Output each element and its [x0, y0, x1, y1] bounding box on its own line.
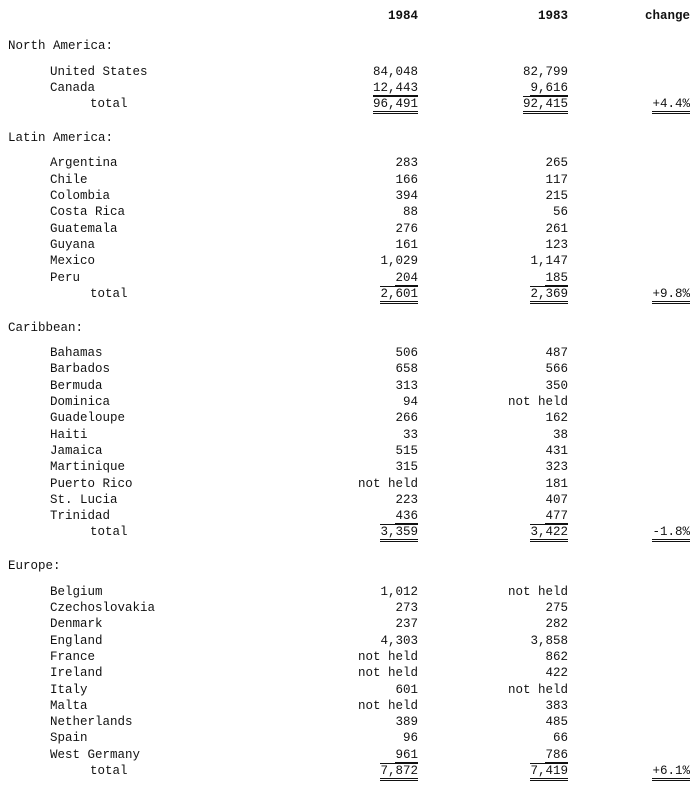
row-value-1984: 283 [395, 156, 418, 171]
row-value-1983: 422 [545, 666, 568, 681]
group-blank-1984 [300, 558, 436, 574]
table-row [0, 253, 698, 269]
row-country-name: Guyana [50, 237, 96, 252]
row-value-1983 [436, 80, 586, 96]
row-value-1984: 313 [395, 378, 418, 393]
total-label: total [90, 525, 128, 540]
row-value-1984: 1,012 [380, 584, 418, 599]
row-value-1983: 350 [545, 378, 568, 393]
spacer-row [0, 114, 698, 130]
spacer-cell [0, 146, 698, 155]
statistics-table [0, 8, 698, 781]
row-country-name: Spain [50, 731, 88, 746]
row-value-1984: 658 [395, 362, 418, 377]
row-value-1983-value: 185 [545, 270, 568, 285]
total-value-1984-value: 7,872 [380, 763, 418, 781]
row-value-change [586, 394, 698, 410]
row-value-1983: 82,799 [522, 64, 568, 79]
row-country-name: Belgium [50, 584, 103, 599]
row-value-1984: 1,029 [380, 254, 418, 269]
row-value-change [586, 443, 698, 459]
table-row [0, 394, 698, 410]
total-value-change [586, 96, 698, 114]
row-value-1984: not held [357, 698, 418, 713]
row-value-1983: 485 [545, 715, 568, 730]
row-value-1984-value: 436 [395, 509, 418, 524]
group-title: Europe: [8, 559, 61, 574]
table-row [0, 747, 698, 763]
group-blank-1983 [436, 38, 586, 54]
group-blank-1984 [300, 320, 436, 336]
row-value-1984-value: 961 [395, 747, 418, 762]
row-value-1983: 56 [552, 205, 568, 220]
total-value-1983-value: 7,419 [530, 763, 568, 781]
total-value-change-value: +9.8% [652, 287, 690, 304]
row-value-1983: 383 [545, 698, 568, 713]
table-row [0, 172, 698, 188]
row-value-1984-value: 204 [395, 270, 418, 285]
total-value-1983 [436, 286, 586, 304]
table-row [0, 600, 698, 616]
row-value-1984: 276 [395, 221, 418, 236]
total-value-1983-value: 3,422 [530, 524, 568, 542]
row-value-change [586, 633, 698, 649]
row-value-change [586, 427, 698, 443]
row-country-name: West Germany [50, 747, 141, 762]
row-country-name: United States [50, 64, 148, 79]
total-label: total [90, 286, 128, 301]
total-value-1983 [436, 96, 586, 114]
row-country-name: Colombia [50, 189, 111, 204]
header-row [0, 8, 698, 38]
row-value-change [586, 410, 698, 426]
total-label: total [90, 97, 128, 112]
group-title: Caribbean: [8, 320, 84, 335]
row-value-change [586, 492, 698, 508]
row-value-1984: not held [357, 666, 418, 681]
row-value-change [586, 600, 698, 616]
row-country-name: Denmark [50, 617, 103, 632]
row-country-name: Bermuda [50, 378, 103, 393]
row-country-name: Guatemala [50, 221, 118, 236]
row-value-1984: 96 [402, 731, 418, 746]
row-value-1984: 161 [395, 237, 418, 252]
table-row [0, 459, 698, 475]
table-row [0, 64, 698, 80]
row-value-1984 [300, 270, 436, 286]
row-value-1984: 506 [395, 346, 418, 361]
table-row [0, 649, 698, 665]
row-value-1984: 166 [395, 172, 418, 187]
total-value-change [586, 763, 698, 781]
row-country-name: Bahamas [50, 346, 103, 361]
table-row [0, 584, 698, 600]
spacer-cell [0, 575, 698, 584]
total-label: total [90, 763, 128, 778]
row-value-1984: 389 [395, 715, 418, 730]
table-row [0, 270, 698, 286]
row-value-1984: not held [357, 649, 418, 664]
table-row [0, 714, 698, 730]
row-value-1984: 394 [395, 189, 418, 204]
group-blank-1983 [436, 320, 586, 336]
row-value-change [586, 584, 698, 600]
row-value-1983: 275 [545, 601, 568, 616]
table-row [0, 345, 698, 361]
total-value-1984 [300, 96, 436, 114]
total-value-change [586, 524, 698, 542]
row-value-change [586, 508, 698, 524]
row-value-1983: 66 [552, 731, 568, 746]
group-title: North America: [8, 39, 114, 54]
row-value-change [586, 714, 698, 730]
table-row [0, 492, 698, 508]
group-title: Latin America: [8, 131, 114, 146]
row-value-1983 [436, 270, 586, 286]
total-row [0, 524, 698, 542]
row-value-1983: 431 [545, 443, 568, 458]
total-value-1983 [436, 763, 586, 781]
total-value-change-value: +6.1% [652, 764, 690, 781]
row-value-1983: 117 [545, 172, 568, 187]
row-value-change [586, 476, 698, 492]
row-value-1984: 515 [395, 443, 418, 458]
table-row [0, 665, 698, 681]
row-country-name: Ireland [50, 666, 103, 681]
table-row [0, 80, 698, 96]
table-row [0, 698, 698, 714]
total-value-1983-value: 92,415 [523, 96, 568, 114]
row-value-1983: 215 [545, 189, 568, 204]
row-country-name: Chile [50, 172, 88, 187]
table-row [0, 410, 698, 426]
row-country-name: Dominica [50, 395, 111, 410]
row-country-name: Martinique [50, 460, 126, 475]
row-country-name: Guadeloupe [50, 411, 126, 426]
table-row [0, 361, 698, 377]
spacer-row [0, 542, 698, 558]
total-row [0, 763, 698, 781]
total-value-1984-value: 3,359 [380, 524, 418, 542]
spacer-row [0, 146, 698, 155]
report-page [0, 8, 698, 809]
row-value-change [586, 80, 698, 96]
row-value-1984: not held [357, 476, 418, 491]
group-header-row [0, 130, 698, 146]
row-value-1983: 181 [545, 476, 568, 491]
total-value-1984-value: 2,601 [380, 286, 418, 304]
total-value-change [586, 286, 698, 304]
total-value-1983 [436, 524, 586, 542]
group-blank-change [586, 558, 698, 574]
row-value-1983: 123 [545, 237, 568, 252]
row-country-name: Trinidad [50, 509, 111, 524]
total-value-change-value: +4.4% [652, 97, 690, 114]
row-value-1983 [436, 747, 586, 763]
row-value-1984: 315 [395, 460, 418, 475]
row-value-1984 [300, 80, 436, 96]
table-row [0, 378, 698, 394]
row-value-change [586, 747, 698, 763]
row-value-1983: 407 [545, 492, 568, 507]
table-row [0, 633, 698, 649]
column-header-1984: 1984 [387, 9, 418, 23]
column-header-1983: 1983 [537, 9, 568, 23]
row-value-change [586, 188, 698, 204]
row-value-change [586, 459, 698, 475]
table-row [0, 476, 698, 492]
row-value-1984: 266 [395, 411, 418, 426]
row-value-1984 [300, 508, 436, 524]
group-header-row [0, 558, 698, 574]
row-value-change [586, 698, 698, 714]
row-country-name: England [50, 633, 103, 648]
row-value-change [586, 345, 698, 361]
total-value-1984 [300, 524, 436, 542]
group-blank-1983 [436, 130, 586, 146]
total-value-1983-value: 2,369 [530, 286, 568, 304]
table-row [0, 682, 698, 698]
row-value-change [586, 665, 698, 681]
table-row [0, 730, 698, 746]
row-value-1983: 862 [545, 649, 568, 664]
group-header-row [0, 320, 698, 336]
row-value-change [586, 155, 698, 171]
group-blank-1983 [436, 558, 586, 574]
row-value-change [586, 221, 698, 237]
row-value-1984: 33 [402, 427, 418, 442]
row-value-change [586, 682, 698, 698]
row-country-name: Barbados [50, 362, 111, 377]
spacer-cell [0, 304, 698, 320]
table-header [0, 8, 698, 38]
spacer-row [0, 304, 698, 320]
row-value-1983: 162 [545, 411, 568, 426]
row-value-1984: 84,048 [372, 64, 418, 79]
row-value-1983: 3,858 [530, 633, 568, 648]
row-country-name: Canada [50, 80, 96, 95]
total-value-change-value: -1.8% [652, 525, 690, 542]
row-country-name: Puerto Rico [50, 476, 133, 491]
table-row [0, 616, 698, 632]
row-value-1983: 261 [545, 221, 568, 236]
row-country-name: France [50, 649, 96, 664]
table-row [0, 204, 698, 220]
row-country-name: Jamaica [50, 443, 103, 458]
row-value-1984: 601 [395, 682, 418, 697]
total-row [0, 286, 698, 304]
table-row [0, 508, 698, 524]
row-country-name: Costa Rica [50, 205, 126, 220]
table-row [0, 237, 698, 253]
row-value-1983: 1,147 [530, 254, 568, 269]
group-blank-change [586, 320, 698, 336]
row-country-name: Peru [50, 270, 81, 285]
row-value-change [586, 378, 698, 394]
row-country-name: Italy [50, 682, 88, 697]
table-row [0, 221, 698, 237]
row-value-1984: 4,303 [380, 633, 418, 648]
spacer-cell [0, 542, 698, 558]
table-row [0, 155, 698, 171]
row-country-name: St. Lucia [50, 492, 118, 507]
row-value-1984: 94 [402, 395, 418, 410]
row-value-1983-value: 786 [545, 747, 568, 762]
group-blank-change [586, 130, 698, 146]
row-value-1983: not held [507, 682, 568, 697]
spacer-cell [0, 55, 698, 64]
row-value-1983-value: 9,616 [530, 80, 568, 95]
row-value-1984: 273 [395, 601, 418, 616]
column-header-change: change [644, 9, 690, 23]
row-value-1983: 38 [552, 427, 568, 442]
spacer-row [0, 336, 698, 345]
row-value-change [586, 730, 698, 746]
row-value-change [586, 361, 698, 377]
row-value-1984: 223 [395, 492, 418, 507]
row-value-1983: 566 [545, 362, 568, 377]
row-value-change [586, 237, 698, 253]
row-value-1983-value: 477 [545, 509, 568, 524]
row-value-1983: not held [507, 395, 568, 410]
total-value-1984-value: 96,491 [373, 96, 418, 114]
spacer-row [0, 55, 698, 64]
row-value-change [586, 253, 698, 269]
row-value-1983: not held [507, 584, 568, 599]
row-value-1983: 323 [545, 460, 568, 475]
group-blank-1984 [300, 130, 436, 146]
row-country-name: Czechoslovakia [50, 601, 156, 616]
row-value-1984-value: 12,443 [372, 80, 418, 95]
row-country-name: Haiti [50, 427, 88, 442]
total-row [0, 96, 698, 114]
row-country-name: Mexico [50, 254, 96, 269]
spacer-row [0, 575, 698, 584]
spacer-cell [0, 336, 698, 345]
row-value-1983: 487 [545, 346, 568, 361]
row-country-name: Malta [50, 698, 88, 713]
spacer-cell [0, 114, 698, 130]
row-value-1984 [300, 747, 436, 763]
table-row [0, 427, 698, 443]
row-value-change [586, 616, 698, 632]
row-value-1983: 282 [545, 617, 568, 632]
total-value-1984 [300, 763, 436, 781]
group-blank-1984 [300, 38, 436, 54]
row-value-1983: 265 [545, 156, 568, 171]
group-header-row [0, 38, 698, 54]
row-country-name: Argentina [50, 156, 118, 171]
row-value-change [586, 204, 698, 220]
table-row [0, 443, 698, 459]
row-value-change [586, 649, 698, 665]
row-value-change [586, 64, 698, 80]
column-header-region [0, 8, 300, 38]
row-value-1984: 88 [402, 205, 418, 220]
row-value-change [586, 270, 698, 286]
row-country-name: Netherlands [50, 715, 133, 730]
table-row [0, 188, 698, 204]
group-blank-change [586, 38, 698, 54]
table-body [0, 38, 698, 781]
row-value-change [586, 172, 698, 188]
row-value-1983 [436, 508, 586, 524]
row-value-1984: 237 [395, 617, 418, 632]
total-value-1984 [300, 286, 436, 304]
